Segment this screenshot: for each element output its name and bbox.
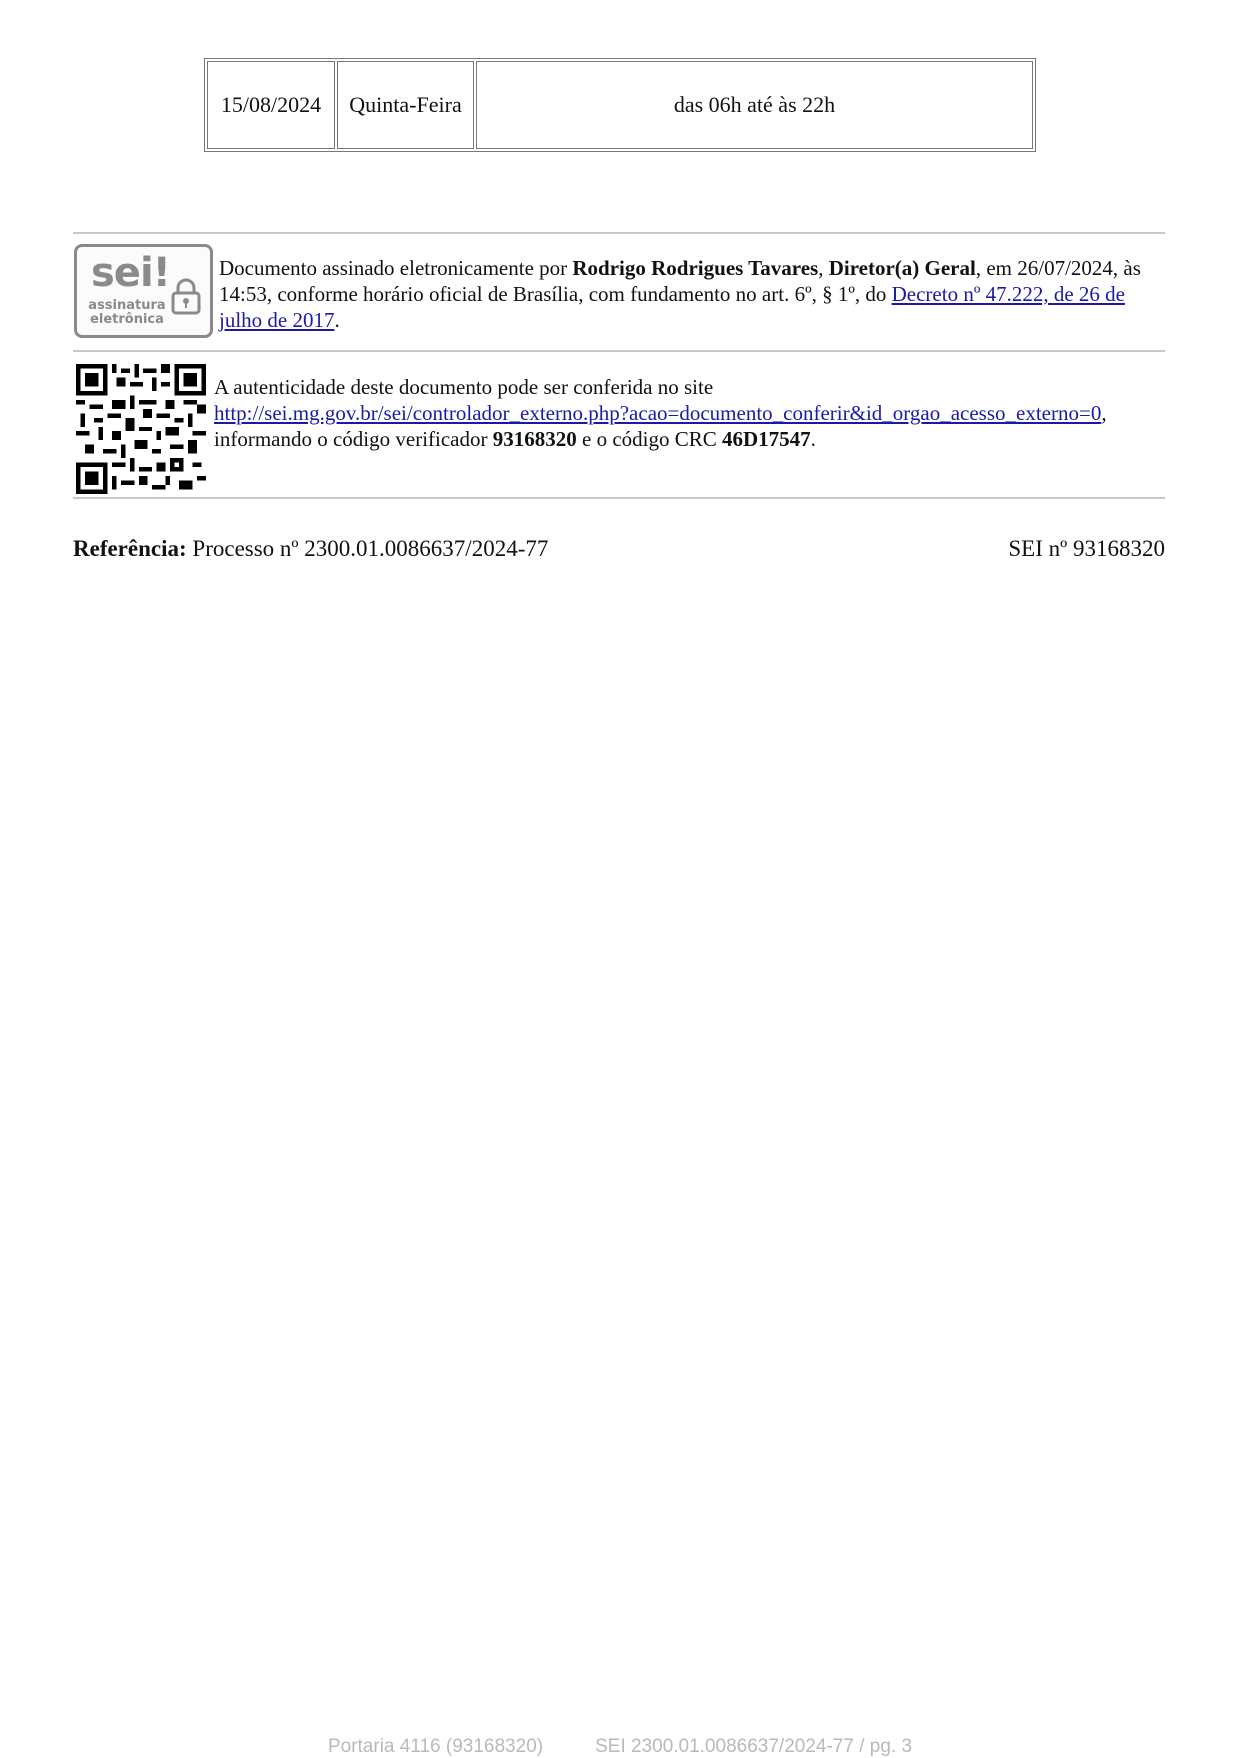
divider	[73, 497, 1165, 499]
seal-caption: assinatura eletrônica	[88, 298, 166, 327]
weekday-cell: Quinta-Feira	[337, 61, 474, 149]
reference-line	[73, 534, 1165, 564]
authenticity-text: A autenticidade deste documento pode ser conferida no site http://sei.mg.gov.br/sei/controlador_externo.php?acao=documento_conferir&id_orgao_acesso_externo=0, informando o código verificador 93168320 e o código CRC 46D17547.	[214, 375, 1107, 451]
signature-text: Documento assinado eletronicamente por Rodrigo Rodrigues Tavares, Diretor(a) Geral, em 26/07/2024, às 14:53, conforme horário oficial de Brasília, com fundamento no art. 6º, § 1º, do Decreto nº 47.222, de 26 de julho de 2017.	[219, 256, 1141, 332]
sei-number: SEI nº 93168320	[1008, 536, 1165, 561]
table-row	[207, 61, 1033, 149]
footer-page: SEI 2300.01.0086637/2024-77 / pg. 3	[595, 1736, 913, 1757]
process-number: Processo nº 2300.01.0086637/2024-77	[186, 536, 549, 561]
divider	[73, 232, 1165, 234]
lock-icon	[170, 277, 202, 315]
verifier-code: 93168320	[492, 427, 577, 451]
verification-url-link[interactable]: http://sei.mg.gov.br/sei/controlador_externo.php?acao=documento_conferir&id_orgao_acesso_externo=0	[214, 401, 1102, 425]
schedule-table	[204, 58, 1036, 152]
decree-link[interactable]: Decreto nº 47.222, de 26 de julho de 2017	[219, 282, 1125, 332]
seal-brand: sei!	[91, 250, 170, 296]
signer-name: Rodrigo Rodrigues Tavares	[572, 256, 819, 280]
electronic-signature-seal	[74, 244, 213, 338]
signature-block	[73, 243, 1165, 349]
crc-code: 46D17547	[722, 427, 811, 451]
divider	[73, 350, 1165, 352]
reference-label: Referência:	[73, 536, 187, 561]
authenticity-block	[73, 362, 1165, 494]
footer-document: Portaria 4116 (93168320)	[327, 1736, 544, 1757]
qr-code	[76, 364, 206, 494]
hours-cell: das 06h até às 22h	[476, 61, 1033, 149]
date-cell: 15/08/2024	[207, 61, 335, 149]
signer-role: Diretor(a) Geral	[828, 256, 976, 280]
